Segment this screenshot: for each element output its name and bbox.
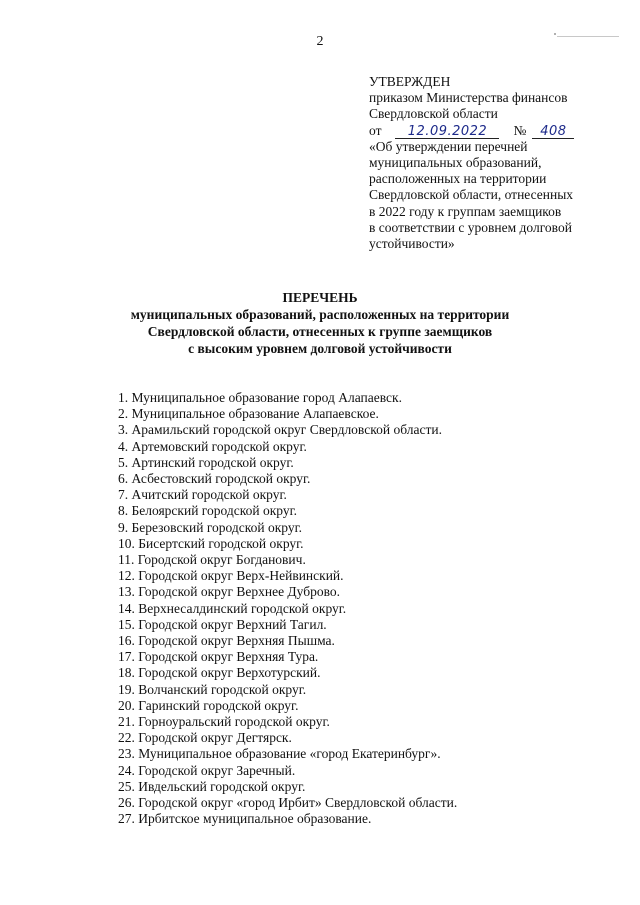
subject-line: Свердловской области, отнесенных xyxy=(369,187,574,203)
corner-dot xyxy=(554,33,556,35)
subject-line: устойчивости» xyxy=(369,236,455,252)
list-item: 12. Городской округ Верх-Нейвинский. xyxy=(118,568,344,584)
approval-subject xyxy=(369,139,619,252)
approval-order-line: приказом Министерства финансов xyxy=(369,90,568,106)
subject-line: в 2022 году к группам заемщиков xyxy=(369,203,562,219)
list-item: 27. Ирбитское муниципальное образование. xyxy=(118,811,372,827)
list-item: 13. Городской округ Верхнее Дуброво. xyxy=(118,584,340,600)
document-heading xyxy=(0,289,640,357)
list-item: 3. Арамильский городской округ Свердловской области. xyxy=(118,422,442,438)
list-item: 25. Ивдельский городской округ. xyxy=(118,778,306,794)
handwritten-number: 408 xyxy=(532,125,574,139)
approval-region-line: Свердловской области xyxy=(369,106,498,122)
list-item: 10. Бисертский городской округ. xyxy=(118,535,304,551)
list-item: 16. Городской округ Верхняя Пышма. xyxy=(118,633,335,649)
list-item: 5. Артинский городской округ. xyxy=(118,454,294,470)
list-item: 11. Городской округ Богданович. xyxy=(118,552,306,568)
heading-title: ПЕРЕЧЕНЬ xyxy=(282,290,358,305)
list-item: 8. Белоярский городской округ. xyxy=(118,503,297,519)
heading-line: с высоким уровнем долговой устойчивости xyxy=(188,341,452,356)
list-item: 6. Асбестовский городской округ. xyxy=(118,471,311,487)
subject-line: в соответствии с уровнем долговой xyxy=(369,219,572,235)
page-number: 2 xyxy=(316,34,324,49)
date-prefix: от xyxy=(369,122,382,138)
list-item: 22. Городской округ Дегтярск. xyxy=(118,730,292,746)
list-item: 20. Гаринский городской округ. xyxy=(118,697,299,713)
list-item: 21. Горноуральский городской округ. xyxy=(118,714,330,730)
list-item: 4. Артемовский городской округ. xyxy=(118,438,307,454)
list-item: 17. Городской округ Верхняя Тура. xyxy=(118,649,319,665)
subject-line: муниципальных образований, xyxy=(369,155,542,171)
handwritten-date: 12.09.2022 xyxy=(395,125,499,139)
list-item: 2. Муниципальное образование Алапаевское. xyxy=(118,406,379,422)
heading-line: муниципальных образований, расположенных на территории xyxy=(130,307,510,322)
list-item: 15. Городской округ Верхний Тагил. xyxy=(118,616,327,632)
list-item: 19. Волчанский городской округ. xyxy=(118,681,307,697)
municipality-list xyxy=(118,390,457,827)
heading-line: Свердловской области, отнесенных к группе заемщиков xyxy=(147,324,493,339)
subject-line: расположенных на территории xyxy=(369,171,547,187)
list-item: 24. Городской округ Заречный. xyxy=(118,762,296,778)
approval-date-line xyxy=(369,123,619,139)
corner-line xyxy=(557,36,619,37)
list-item: 9. Березовский городской округ. xyxy=(118,519,302,535)
approval-block xyxy=(369,74,619,252)
number-sign: № xyxy=(513,122,527,138)
list-item: 23. Муниципальное образование «город Екатеринбург». xyxy=(118,746,441,762)
list-item: 26. Городской округ «город Ирбит» Свердловской области. xyxy=(118,795,458,811)
list-item: 18. Городской округ Верхотурский. xyxy=(118,665,321,681)
list-item: 1. Муниципальное образование город Алапаевск. xyxy=(118,390,402,405)
approval-title: УТВЕРЖДЕН xyxy=(369,74,451,89)
subject-line: «Об утверждении перечней xyxy=(369,138,528,154)
list-item: 14. Верхнесалдинский городской округ. xyxy=(118,600,347,616)
list-item: 7. Ачитский городской округ. xyxy=(118,487,287,503)
